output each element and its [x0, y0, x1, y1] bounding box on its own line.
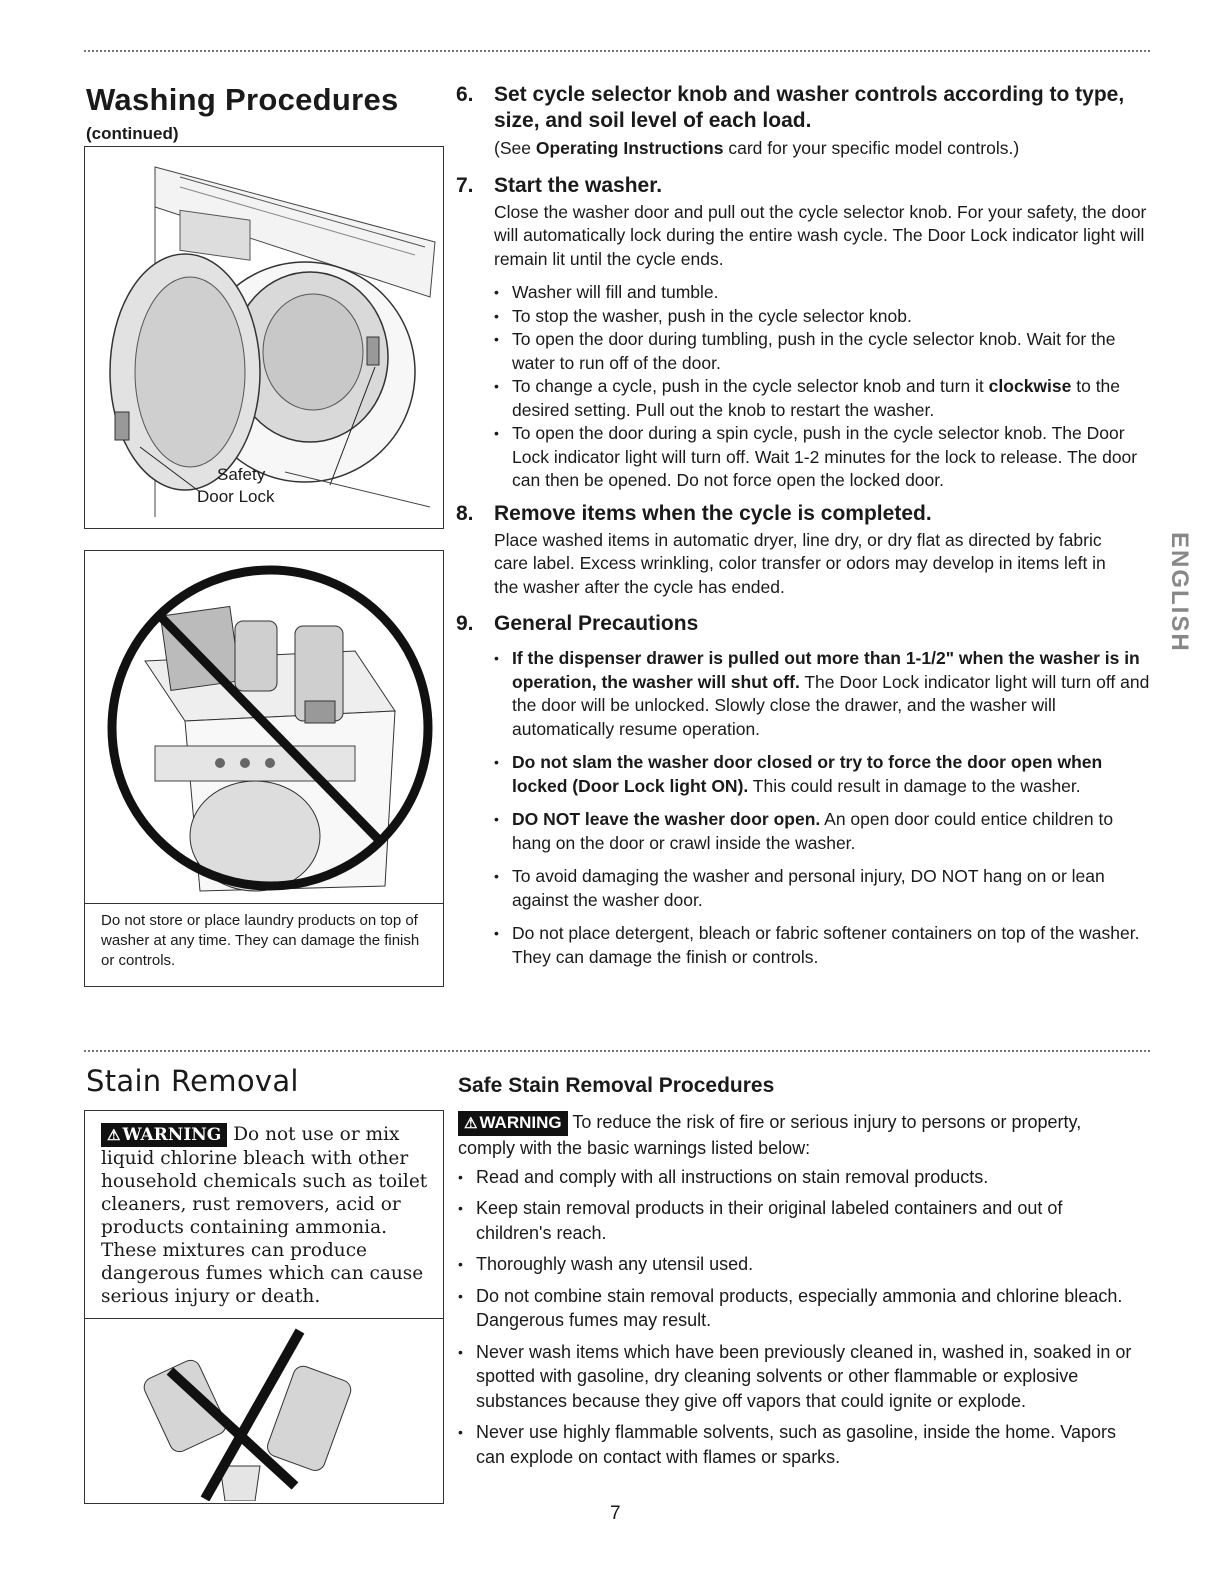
safety-label: Safety — [217, 465, 266, 484]
step-6-title: Set cycle selector knob and washer controls according to type, size, and soil level of each load. — [494, 83, 1125, 132]
chlorine-warning-text: Do not use or mix liquid chlorine bleach with other household chemicals such as toilet cleaners, rust removers, acid or products containing ammonia. These mixtures can produce dangerous fumes which can cause serious injury or death. — [101, 1124, 428, 1307]
stain-removal-title: Stain Removal — [86, 1064, 299, 1098]
list-item: • Do not combine stain removal products, especially ammonia and chlorine bleach. Dangerous fumes may result. — [458, 1284, 1138, 1333]
no-products-illustration — [85, 551, 442, 896]
list-item: • Do not slam the washer door closed or try to force the door open when locked (Door Lock light ON). This could result in damage to the washer. — [494, 751, 1156, 798]
warning-triangle-icon: ⚠ — [464, 1115, 478, 1132]
list-item: • To stop the washer, push in the cycle selector knob. — [494, 305, 1156, 329]
list-item: • Do not place detergent, bleach or fabric softener containers on top of the washer. They can damage the finish or controls. — [494, 922, 1156, 969]
stain-warning-box — [84, 1110, 444, 1504]
list-item: • Never wash items which have been previously cleaned in, washed in, soaked in or spotted with gasoline, dry cleaning solvents or other flammable or explosive substances because they give off vapors that could ignite or explode. — [458, 1340, 1138, 1414]
safe-stain-title: Safe Stain Removal Procedures — [458, 1074, 775, 1097]
warning-divider — [85, 1318, 443, 1319]
step-6 — [456, 82, 1156, 161]
mid-divider — [84, 1050, 1150, 1052]
list-item: • If the dispenser drawer is pulled out more than 1-1/2" when the washer is in operation, the washer will shut off. The Door Lock indicator light will turn off and the door will be unlocked. Slowly close the drawer, and the washer will automatically resume operation. — [494, 647, 1156, 741]
no-mixing-illustration — [85, 1321, 442, 1501]
list-item: • To open the door during tumbling, push in the cycle selector knob. Wait for the water to run off of the door. — [494, 328, 1156, 375]
step-8-title: Remove items when the cycle is completed. — [494, 501, 932, 525]
washing-procedures-subtitle: (continued) — [86, 124, 179, 143]
no-products-on-washer-figure — [84, 550, 444, 987]
step-8-number: 8. — [456, 501, 474, 525]
warning-badge: ⚠ WARNING — [101, 1123, 227, 1147]
step-9 — [456, 611, 1156, 969]
no-products-caption: Do not store or place laundry products on top of washer at any time. They can damage the finish or controls. — [101, 912, 420, 969]
list-item: • Thoroughly wash any utensil used. — [458, 1252, 1138, 1277]
step-6-number: 6. — [456, 83, 474, 106]
washing-procedures-title: Washing Procedures — [86, 82, 399, 117]
list-item: • Never use highly flammable solvents, such as gasoline, inside the home. Vapors can explode on contact with flames or sparks. — [458, 1420, 1138, 1469]
list-item: • To avoid damaging the washer and personal injury, DO NOT hang on or lean against the washer door. — [494, 865, 1156, 912]
steps-column — [456, 82, 1156, 969]
caption-divider — [85, 903, 443, 904]
step-7-title: Start the washer. — [494, 173, 663, 197]
step-7-number: 7. — [456, 173, 474, 197]
list-item: • Washer will fill and tumble. — [494, 281, 1156, 305]
step-9-number: 9. — [456, 612, 474, 635]
safe-stain-section — [458, 1110, 1138, 1469]
safety-door-lock-figure — [84, 146, 444, 529]
step-7-text: Close the washer door and pull out the cycle selector knob. For your safety, the door will automatically lock during the entire wash cycle. The Door Lock indicator light will remain lit until the cycle ends. — [494, 201, 1147, 269]
safe-stain-intro: ⚠ WARNING To reduce the risk of fire or serious injury to persons or property, comply with the basic warnings listed below: — [458, 1112, 1082, 1158]
list-item: • Read and comply with all instructions on stain removal products. — [458, 1165, 1138, 1190]
door-lock-label: Door Lock — [197, 487, 275, 506]
step-6-note: (See Operating Instructions card for your specific model controls.) — [494, 138, 1020, 158]
list-item: • DO NOT leave the washer door open. An open door could entice children to hang on the door or crawl inside the washer. — [494, 808, 1156, 855]
list-item: • Keep stain removal products in their original labeled containers and out of children's reach. — [458, 1196, 1138, 1245]
list-item: • To open the door during a spin cycle, push in the cycle selector knob. The Door Lock indicator light will turn off. Wait 1-2 minutes for the lock to release. The door can then be opened. Do not force open the locked door. — [494, 422, 1156, 493]
page-number: 7 — [610, 1503, 621, 1524]
list-item: • To change a cycle, push in the cycle selector knob and turn it clockwise to the desired setting. Pull out the knob to restart the washer. — [494, 375, 1156, 422]
step-7-bullets — [494, 281, 1156, 493]
top-divider — [84, 50, 1150, 52]
safe-stain-list — [458, 1165, 1138, 1470]
step-7 — [456, 173, 1156, 493]
step-9-title: General Precautions — [494, 612, 699, 635]
general-precautions-list — [494, 647, 1156, 969]
warning-triangle-icon: ⚠ — [107, 1126, 121, 1144]
language-side-tab: ENGLISH — [1166, 532, 1193, 653]
step-8 — [456, 501, 1156, 600]
step-8-text: Place washed items in automatic dryer, line dry, or dry flat as directed by fabric care label. Excess wrinkling, color transfer or odors may develop in items left in the washer after the cycle has ended. — [494, 529, 1106, 597]
warning-badge: ⚠ WARNING — [458, 1111, 568, 1136]
